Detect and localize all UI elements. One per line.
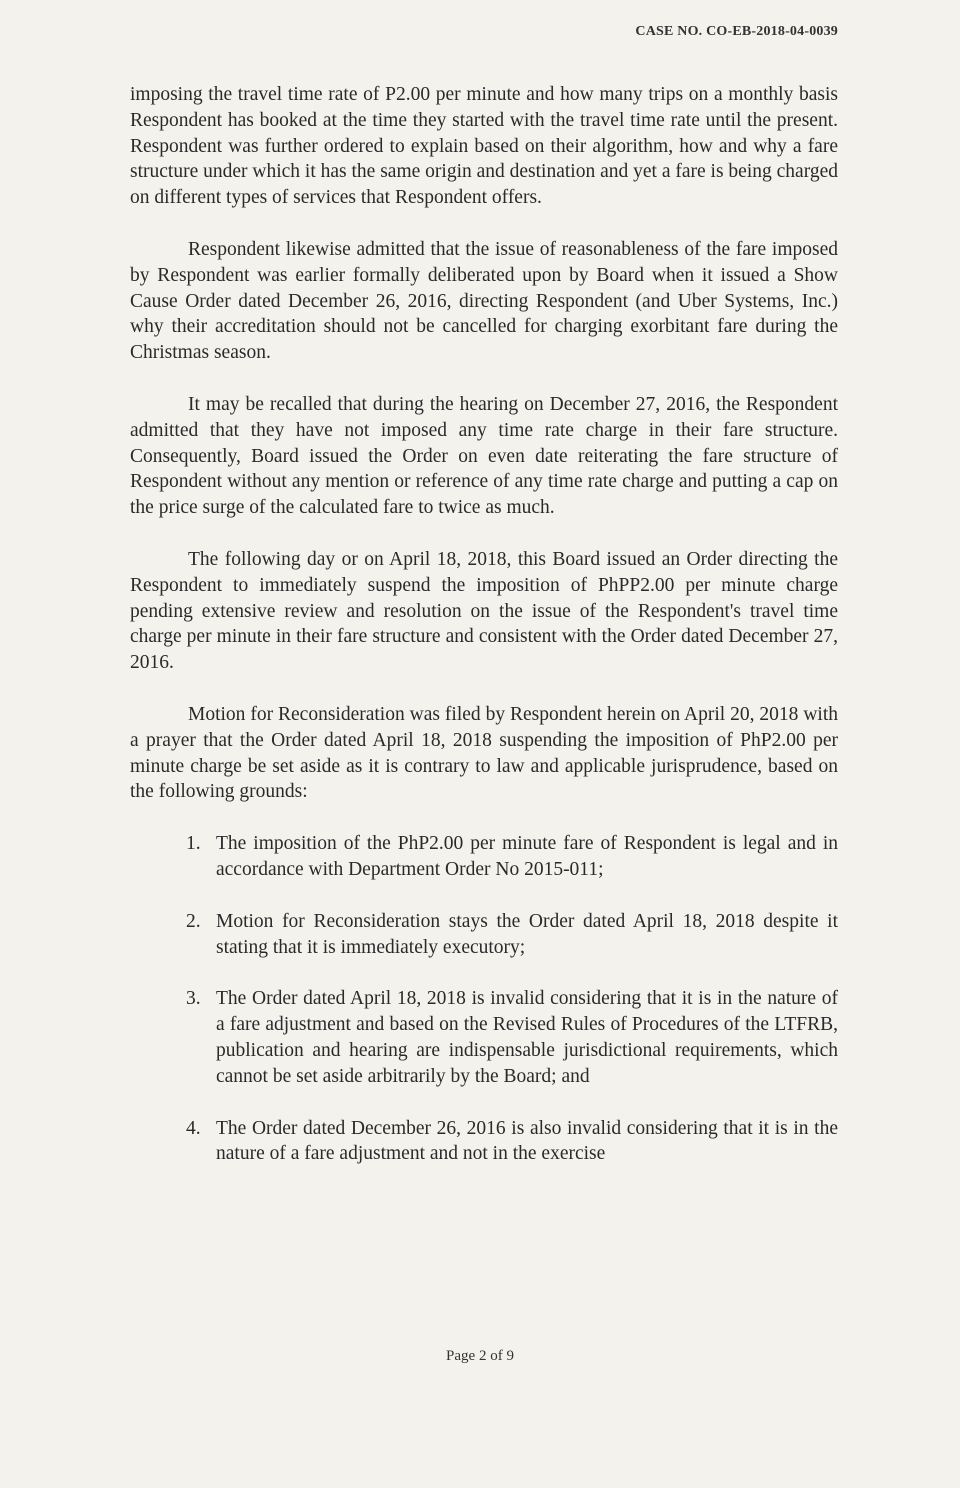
list-item-text: The Order dated April 18, 2018 is invalid considering that it is in the nature of a fare adjustment and based on the Revised Rules of Procedures of the LTFRB, publication and hearing are indispensable jurisdictional requirements, which cannot be set aside arbitrarily by the Board; and — [216, 988, 838, 1087]
paragraph-motion: Motion for Reconsideration was filed by Respondent herein on April 20, 2018 with a prayer that the Order dated April 18, 2018 suspending the imposition of PhP2.00 per minute charge be set aside as it is contrary to law and applicable jurisprudence, based on the following grounds: — [130, 703, 838, 803]
list-item — [130, 831, 838, 883]
paragraph-hearing: It may be recalled that during the hearing on December 27, 2016, the Respondent admitted that they have not imposed any time rate charge in their fare structure. Consequently, Board issued the Order on even date reiterating the fare structure of Respondent without any mention or reference of any time rate charge and putting a cap on the price surge of the calculated fare to twice as much. — [130, 393, 838, 519]
page-number: Page 2 of 9 — [446, 1348, 514, 1364]
paragraph-reasonableness: Respondent likewise admitted that the issue of reasonableness of the fare imposed by Respondent was earlier formally deliberated upon by Board when it issued a Show Cause Order dated December 26, 2016, directing Respondent (and Uber Systems, Inc.) why their accreditation should not be cancelled for charging exorbitant fare during the Christmas season. — [130, 238, 838, 364]
paragraph-suspension-order: The following day or on April 18, 2018, this Board issued an Order directing the Respondent to immediately suspend the imposition of PhPP2.00 per minute charge pending extensive review and resolution on the issue of the Respondent's travel time charge per minute in their fare structure and consistent with the Order dated December 27, 2016. — [130, 548, 838, 674]
list-item-number: 1. — [186, 833, 201, 855]
list-item-number: 4. — [186, 1117, 201, 1139]
list-item-number: 3. — [186, 988, 201, 1010]
grounds-list — [130, 831, 838, 1167]
list-item-text: The imposition of the PhP2.00 per minute fare of Respondent is legal and in accordance with Department Order No 2015-011; — [216, 833, 838, 880]
list-item-text: Motion for Reconsideration stays the Order dated April 18, 2018 despite it stating that it is immediately executory; — [216, 910, 838, 958]
case-number-header: CASE NO. CO-EB-2018-04-0039 — [635, 24, 838, 39]
list-item — [130, 986, 838, 1089]
list-item-text: The Order dated December 26, 2016 is also invalid considering that it is in the nature of a fare adjustment and not in the exercise — [216, 1117, 838, 1165]
list-item — [130, 1116, 838, 1168]
list-item — [130, 909, 838, 961]
document-body — [130, 82, 838, 1193]
list-item-number: 2. — [186, 910, 201, 932]
paragraph-continuation: imposing the travel time rate of P2.00 per minute and how many trips on a monthly basis Respondent has booked at the time they started with the travel time rate until the present. Respondent was further ordered to explain based on their algorithm, how and why a fare structure under which it has the same origin and destination and yet a fare is being charged on different types of services that Respondent offers. — [130, 84, 838, 209]
